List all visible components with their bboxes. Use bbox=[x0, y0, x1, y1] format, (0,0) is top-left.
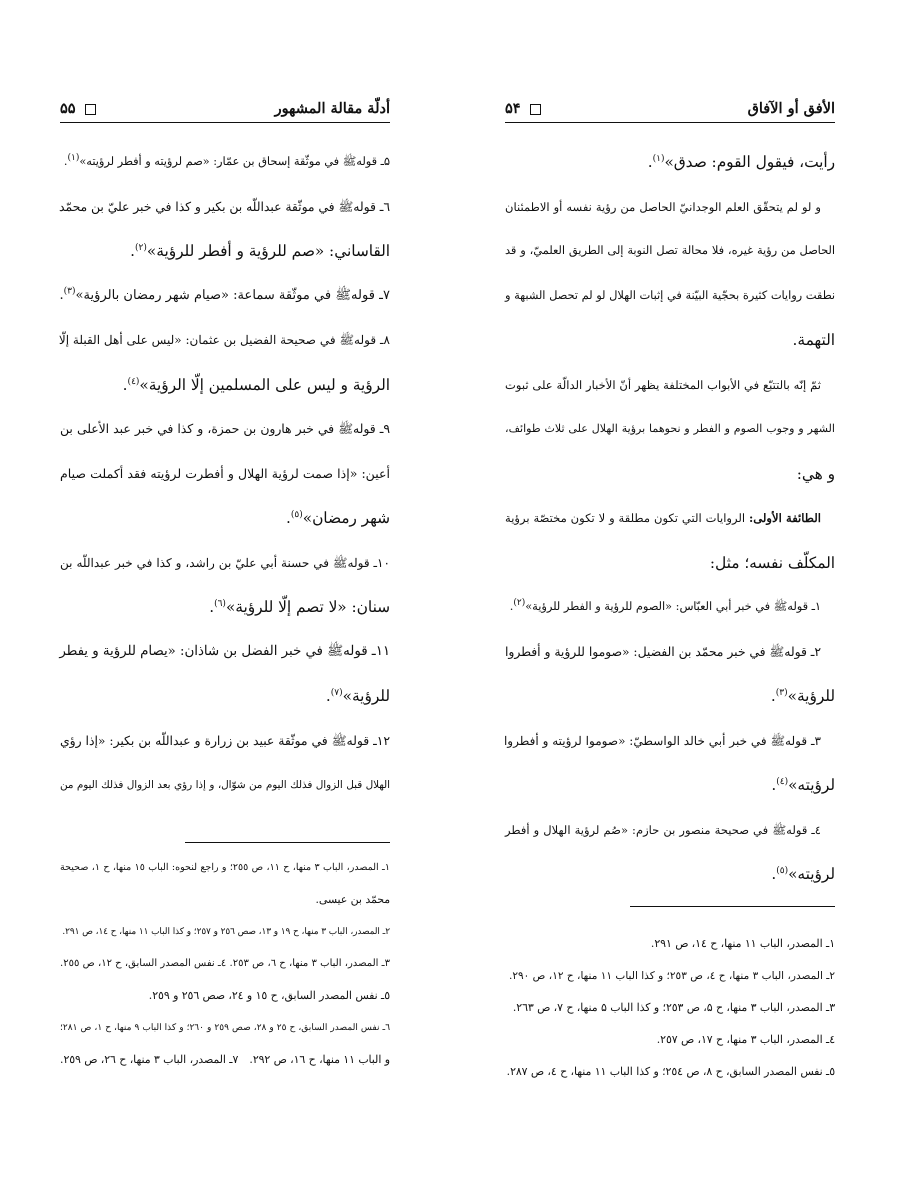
footnote-row bbox=[60, 948, 390, 980]
body-text bbox=[505, 140, 835, 897]
footnote-divider bbox=[185, 842, 390, 843]
page-header bbox=[505, 96, 835, 123]
right-page bbox=[505, 0, 835, 1200]
footnote: ٥ـ نفس المصدر السابق، ح ٨، ص ٢٥٤؛ و كذا الباب ١١ منها، ح ٤، ص ٢٨٧. bbox=[506, 1065, 835, 1078]
text-line: الحاصل من رؤية غيره، فلا محالة تصل النوبة إلى الطريق العلميّ، و قد bbox=[505, 244, 835, 257]
text-line: الهلال قبل الزوال فذلك اليوم من شوّال، و إذا رؤي بعد الزوال فذلك اليوم من bbox=[60, 779, 390, 791]
footnote: ٦ـ نفس المصدر السابق، ح ٢٥ و ٢٨، صص ٢٥٩ و ٢٦٠؛ و كذا الباب ٩ منها، ح ١، ص ٢٨١؛ bbox=[60, 1023, 391, 1033]
footnotes bbox=[505, 928, 835, 1088]
text-line: المكلّف نفسه؛ مثل: bbox=[709, 553, 835, 572]
text-line: لرؤيته»$^{(٥)}$. bbox=[771, 865, 835, 883]
text-line: ثمّ إنّه بالتتبّع في الأبواب المختلفة يظهر أنّ الأخبار الدالّة على ثبوت bbox=[505, 377, 821, 392]
text-line: شهر رمضان»$^{(٥)}$. bbox=[285, 509, 390, 527]
text-line: ٨ـ قوله‌ﷺ في صحيحة الفضيل بن عثمان: «ليس على أهل القبلة إلّا bbox=[58, 333, 390, 347]
text-line: للرؤية»$^{(٧)}$. bbox=[325, 687, 390, 705]
footnote: ٢ـ المصدر، الباب ٣ منها، ح ١٩ و ١٣، صص ٢٥٦ و ٢٥٧؛ و كذا الباب ١١ منها، ح ١٤، ص ٢٩١. bbox=[62, 927, 390, 937]
footnote: ٧ـ المصدر، الباب ٣ منها، ح ٢٦، ص ٢٥٩. bbox=[60, 1053, 239, 1066]
footnote-divider bbox=[630, 906, 835, 907]
running-title: أدلّة مقالة المشهور bbox=[274, 100, 390, 117]
page-number: ۵۴ bbox=[505, 100, 541, 117]
text-line: ٦ـ قوله‌ﷺ في موثّقة عبداللّه بن بكير و كذا في خبر عليّ بن محمّد bbox=[59, 199, 390, 214]
text-line: ٣ـ قوله‌ﷺ في خبر أبي خالد الواسطيّ: «صوموا لرؤيته و أفطروا bbox=[503, 733, 821, 748]
text-line: القاساني: «صم للرؤية و أفطر للرؤية»$^{(٢)}$. bbox=[130, 242, 390, 260]
text-line: للرؤية»$^{(٣)}$. bbox=[770, 687, 835, 705]
square-icon bbox=[85, 104, 96, 115]
text-line: ٤ـ قوله‌ﷺ في صحيحة منصور بن حازم: «صُم لرؤية الهلال و أفطر bbox=[505, 822, 821, 837]
text-line: سنان: «لا تصم إلّا للرؤية»$^{(٦)}$. bbox=[209, 598, 390, 616]
footnote: ٤ـ المصدر، الباب ٣ منها، ح ١٧، ص ٢٥٧. bbox=[656, 1033, 835, 1046]
text-line: أعين: «إذا صمت لرؤية الهلال و أفطرت لرؤيته فقد أكملت صيام bbox=[60, 465, 390, 481]
footnote: ٣ـ المصدر، الباب ٣ منها، ح ٦، ص ٢٥٣. bbox=[229, 958, 390, 969]
text-line: ٩ـ قوله‌ﷺ في خبر هارون بن حمزة، و كذا في خبر عبد الأعلى بن bbox=[60, 422, 390, 436]
footnote: ١ـ المصدر، الباب ٣ منها، ح ١١، ص ٢٥٥؛ و راجع لنحوه: الباب ١٥ منها، ح ١، صحيحة bbox=[60, 862, 390, 873]
footnote-row bbox=[60, 1044, 390, 1076]
text-line: رأيت، فيقول القوم: صدق»$^{(١)}$. bbox=[647, 153, 835, 171]
footnote: محمّد بن عيسى. bbox=[315, 893, 390, 906]
footnotes bbox=[60, 852, 390, 1076]
running-title: الأفق أو الآفاق bbox=[747, 100, 835, 117]
text-line: نطقت روايات كثيرة بحجّية البيّنة في إثبات الهلال لو لم تحصل الشبهة و bbox=[505, 288, 835, 302]
text-line: ١١ـ قوله‌ﷺ في خبر الفضل بن شاذان: «يصام للرؤية و يفطر bbox=[59, 643, 390, 659]
text-line: ١٢ـ قوله‌ﷺ في موثّقة عبيد بن زرارة و عبداللّه بن بكير: «إذا رؤي bbox=[60, 733, 390, 748]
footnote: ١ـ المصدر، الباب ١١ منها، ح ١٤، ص ٢٩١. bbox=[650, 937, 835, 950]
footnote: ٢ـ المصدر، الباب ٣ منها، ح ٤، ص ٢٥٣؛ و كذا الباب ١١ منها، ح ١٢، ص ٢٩٠. bbox=[508, 970, 835, 982]
text-line: و هي: bbox=[796, 464, 835, 483]
text-line: الشهر و وجوب الصوم و الفطر و نحوهما برؤية الهلال على ثلاث طوائف، bbox=[505, 422, 835, 435]
section-heading: الطائفة الأولى: bbox=[749, 511, 821, 525]
square-icon bbox=[530, 104, 541, 115]
text-line: ٧ـ قوله‌ﷺ في موثّقة سماعة: «صيام شهر رمضان بالرؤية»$^{(٣)}$. bbox=[59, 286, 390, 303]
text-line: الطائفة الأولى: الروايات التي تكون مطلقة و لا تكون مختصّة برؤية bbox=[505, 511, 821, 525]
text-line: ٢ـ قوله‌ﷺ في خبر محمّد بن الفضيل: «صوموا للرؤية و أفطروا bbox=[505, 644, 821, 659]
text-line: ١ـ قوله‌ﷺ في خبر أبي العبّاس: «الصوم للرؤية و الفطر للرؤية»$^{(٢)}$. bbox=[509, 598, 821, 613]
body-text bbox=[60, 140, 390, 808]
text-line: الرؤية و ليس على المسلمين إلّا الرؤية»$^{(٤)}$. bbox=[122, 375, 390, 394]
footnote: ٥ـ نفس المصدر السابق، ح ١٥ و ٢٤، صص ٢٥٦ و ٢٥٩. bbox=[148, 989, 390, 1002]
text-line: و لو لم يتحقّق العلم الوجدانيّ الحاصل من رؤية نفسه أو الاطمئنان bbox=[505, 199, 821, 214]
page-number: ۵۵ bbox=[60, 100, 96, 117]
text-line: ۵ـ قوله‌ﷺ في موثّقة إسحاق بن عمّار: «صم لرؤيته و أفطر لرؤيته»$^{(١)}$. bbox=[63, 153, 390, 168]
text-line: ١٠ـ قوله‌ﷺ في حسنة أبي عليّ بن راشد، و كذا في خبر عبداللّه بن bbox=[60, 555, 390, 570]
footnote: ٣ـ المصدر، الباب ٣ منها، ح ۵، ص ٢٥٣؛ و كذا الباب ۵ منها، ح ٧، ص ٢٦٣. bbox=[512, 1001, 835, 1014]
footnote: ٤ـ نفس المصدر السابق، ح ١٢، ص ٢٥٥. bbox=[60, 958, 227, 969]
footnote: و الباب ١١ منها، ح ١٦، ص ٢٩٢. bbox=[249, 1053, 390, 1066]
text-line: التهمة. bbox=[792, 331, 835, 349]
text-line: لرؤيته»$^{(٤)}$. bbox=[771, 776, 835, 794]
left-page bbox=[60, 0, 390, 1200]
page-header bbox=[60, 96, 390, 123]
